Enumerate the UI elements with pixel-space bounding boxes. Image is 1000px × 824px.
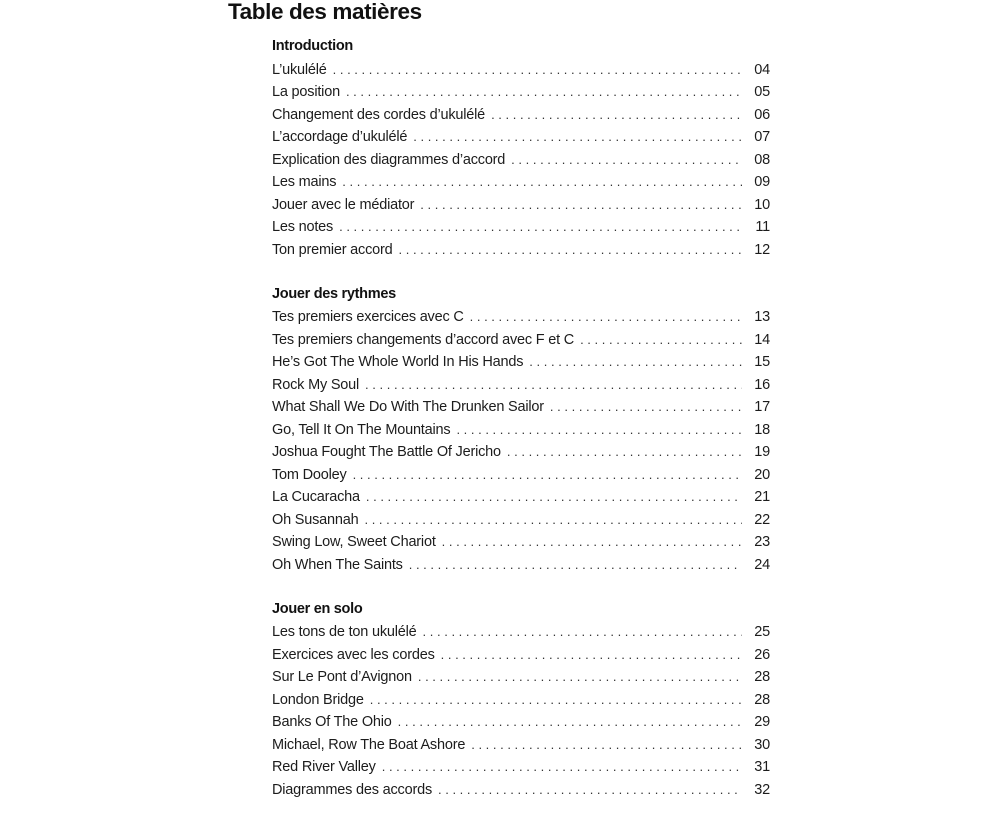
toc-entry-page: 29 <box>754 714 770 730</box>
toc-entry-title: Les tons de ton ukulélé <box>272 624 417 640</box>
toc-section-rythmes <box>272 284 770 577</box>
dot-leader <box>333 59 742 82</box>
toc-entry-page: 22 <box>754 511 770 528</box>
page-title: Table des matières <box>228 0 422 24</box>
toc-entry-title: Oh When The Saints <box>272 556 403 573</box>
toc-entry-page: 13 <box>754 309 770 325</box>
toc-entry[interactable] <box>272 239 770 262</box>
dot-leader <box>418 666 742 689</box>
toc-entry-page: 18 <box>754 421 770 438</box>
toc-entry-title: Michael, Row The Boat Ashore <box>272 736 466 753</box>
toc-entry[interactable] <box>272 621 770 644</box>
dot-leader <box>442 531 742 554</box>
toc-section-introduction <box>272 36 770 261</box>
dot-leader <box>456 419 742 442</box>
toc-entry-page: 05 <box>754 84 770 100</box>
toc-entry[interactable] <box>272 81 770 104</box>
toc-entry[interactable] <box>272 351 770 374</box>
dot-leader <box>398 711 742 734</box>
toc-entry-page: 20 <box>754 466 770 483</box>
toc-entry[interactable] <box>272 194 770 217</box>
toc-entry-title: Ton premier accord <box>272 241 393 258</box>
dot-leader <box>529 351 742 374</box>
toc-entry-page: 24 <box>754 556 770 573</box>
toc-entry[interactable] <box>272 756 770 779</box>
toc-entry[interactable] <box>272 666 770 689</box>
toc-entry[interactable] <box>272 509 770 532</box>
toc-entry-page: 08 <box>754 151 770 168</box>
section-heading: Jouer en solo <box>272 600 363 617</box>
dot-leader <box>471 734 742 757</box>
dot-leader <box>339 216 742 239</box>
toc-entry[interactable] <box>272 126 770 149</box>
toc-entry-page: 30 <box>754 736 770 753</box>
toc-entry-title: La Cucaracha <box>272 489 360 505</box>
toc-entry[interactable] <box>272 486 770 509</box>
toc-entry-page: 15 <box>754 354 770 370</box>
toc-entry[interactable] <box>272 531 770 554</box>
toc-entry-title: Exercices avec les cordes <box>272 646 435 663</box>
toc-entry-page: 25 <box>754 624 770 640</box>
toc-entry[interactable] <box>272 779 770 802</box>
toc-entry-title: Tes premiers exercices avec C <box>272 309 464 325</box>
toc-entry[interactable] <box>272 149 770 172</box>
toc-entry-title: Banks Of The Ohio <box>272 714 392 730</box>
dot-leader <box>382 756 742 779</box>
toc-entry-page: 07 <box>754 129 770 145</box>
dot-leader <box>370 689 742 712</box>
toc-entry-title: Swing Low, Sweet Chariot <box>272 534 436 550</box>
dot-leader <box>365 374 742 397</box>
toc-entry-title: Tom Dooley <box>272 466 347 483</box>
dot-leader <box>491 104 742 127</box>
toc-entry-page: 21 <box>754 489 770 505</box>
toc-entry[interactable] <box>272 306 770 329</box>
toc-entry-title: Sur Le Pont d’Avignon <box>272 669 412 685</box>
toc-entry[interactable] <box>272 374 770 397</box>
toc-entry[interactable] <box>272 104 770 127</box>
toc-entry-page: 32 <box>754 781 770 798</box>
toc-entry-page: 26 <box>754 646 770 663</box>
toc-entry[interactable] <box>272 554 770 577</box>
toc-entry-page: 06 <box>754 106 770 123</box>
dot-leader <box>580 329 742 352</box>
toc-entry-title: Les mains <box>272 174 337 190</box>
toc-entry-page: 28 <box>754 669 770 685</box>
toc-entry[interactable] <box>272 734 770 757</box>
toc-entry-title: Rock My Soul <box>272 376 360 393</box>
toc-entry[interactable] <box>272 441 770 464</box>
toc-entry-title: Les notes <box>272 219 334 235</box>
toc-entry-title: Changement des cordes d’ukulélé <box>272 106 486 123</box>
toc-entry-page: 11 <box>755 219 770 235</box>
dot-leader <box>353 464 742 487</box>
dot-leader <box>470 306 742 329</box>
dot-leader <box>438 779 742 802</box>
toc-entry-title: Explication des diagrammes d’accord <box>272 151 506 168</box>
toc-entry-title: Tes premiers changements d’accord avec F et C <box>272 331 575 348</box>
dot-leader <box>342 171 742 194</box>
dot-leader <box>423 621 742 644</box>
dot-leader <box>511 149 742 172</box>
dot-leader <box>366 486 742 509</box>
toc-entry-title: Go, Tell It On The Mountains <box>272 421 451 438</box>
toc-entry[interactable] <box>272 711 770 734</box>
toc-entry-title: La position <box>272 84 340 100</box>
toc-entry[interactable] <box>272 464 770 487</box>
toc-entry-page: 17 <box>754 399 770 415</box>
toc-entry-page: 23 <box>754 534 770 550</box>
toc-entry-title: London Bridge <box>272 691 364 708</box>
dot-leader <box>364 509 742 532</box>
toc-entry[interactable] <box>272 216 770 239</box>
table-of-contents <box>272 36 770 824</box>
dot-leader <box>420 194 742 217</box>
dot-leader <box>409 554 742 577</box>
dot-leader <box>507 441 742 464</box>
dot-leader <box>346 81 742 104</box>
toc-section-solo <box>272 599 770 802</box>
toc-entry[interactable] <box>272 419 770 442</box>
dot-leader <box>550 396 742 419</box>
toc-entry-title: He’s Got The Whole World In His Hands <box>272 354 524 370</box>
toc-entry-title: Joshua Fought The Battle Of Jericho <box>272 444 501 460</box>
section-heading: Jouer des rythmes <box>272 285 396 302</box>
toc-entry-page: 19 <box>754 444 770 460</box>
dot-leader <box>413 126 742 149</box>
toc-entry-page: 09 <box>754 174 770 190</box>
toc-entry[interactable] <box>272 59 770 82</box>
toc-entry-page: 28 <box>754 691 770 708</box>
toc-entry-page: 10 <box>754 196 770 213</box>
toc-entry-page: 31 <box>754 759 770 775</box>
toc-entry[interactable] <box>272 689 770 712</box>
toc-entry-title: Oh Susannah <box>272 511 359 528</box>
dot-leader <box>399 239 742 262</box>
section-heading: Introduction <box>272 38 353 54</box>
toc-entry-page: 14 <box>754 331 770 348</box>
toc-entry-title: Jouer avec le médiator <box>272 196 415 213</box>
toc-entry-title: L’ukulélé <box>272 61 327 78</box>
toc-entry[interactable] <box>272 644 770 667</box>
dot-leader <box>441 644 742 667</box>
toc-entry[interactable] <box>272 329 770 352</box>
toc-entry[interactable] <box>272 396 770 419</box>
toc-entry-title: Diagrammes des accords <box>272 781 432 798</box>
toc-entry-page: 04 <box>754 61 770 78</box>
toc-entry[interactable] <box>272 171 770 194</box>
toc-entry-page: 16 <box>754 376 770 393</box>
toc-entry-title: Red River Valley <box>272 759 376 775</box>
toc-entry-title: What Shall We Do With The Drunken Sailor <box>272 399 544 415</box>
toc-entry-page: 12 <box>754 241 770 258</box>
toc-entry-title: L’accordage d’ukulélé <box>272 129 408 145</box>
